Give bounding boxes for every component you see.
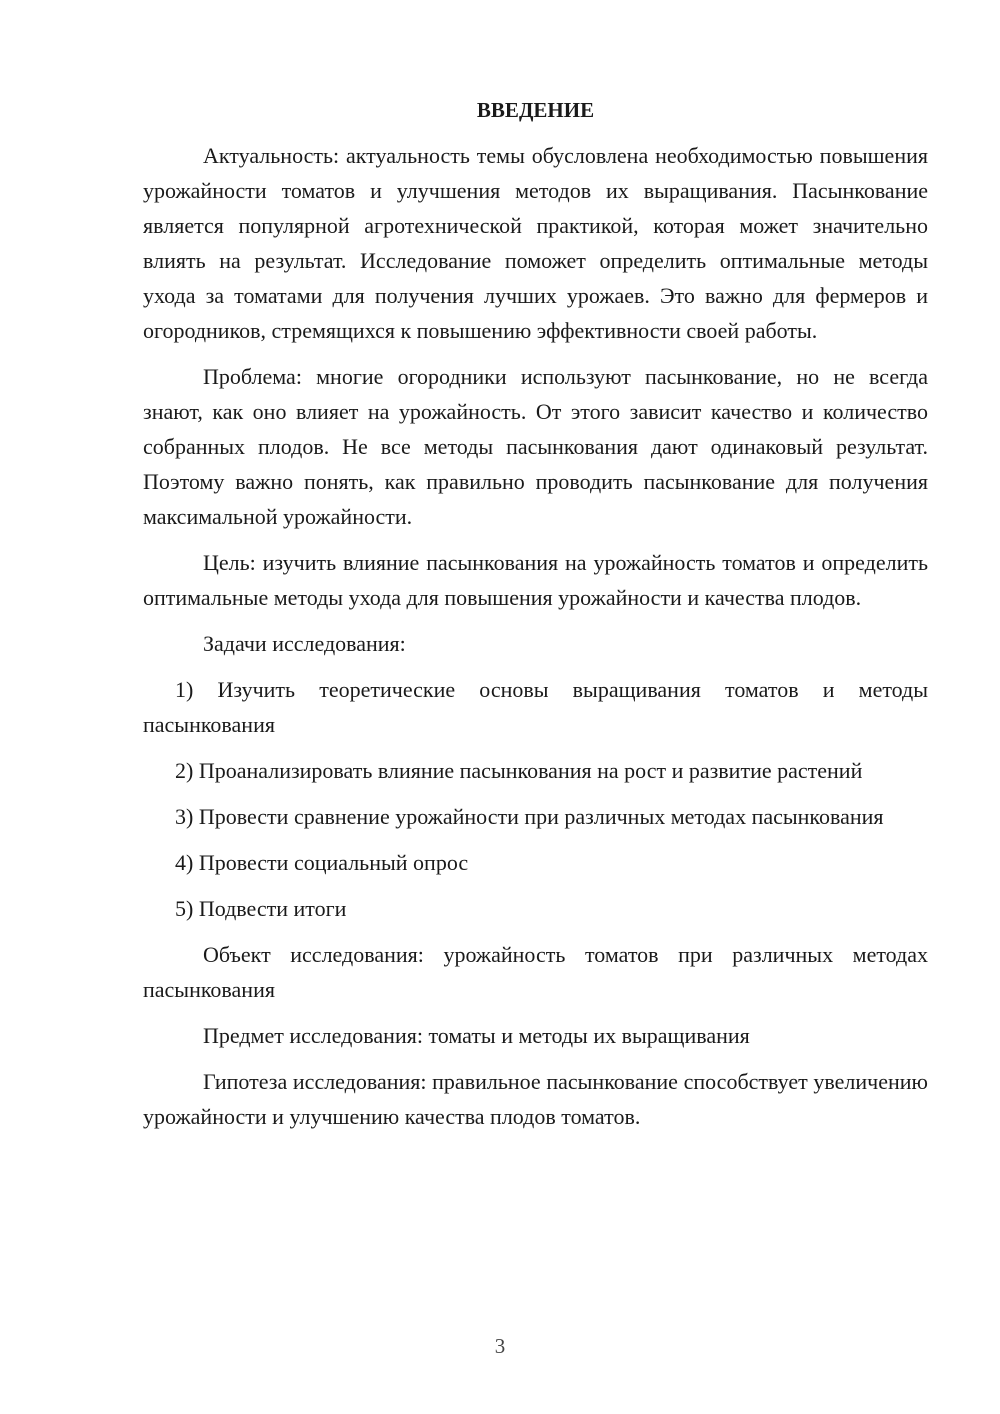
hypothesis-paragraph: Гипотеза исследования: правильное пасынкование способствует увеличению урожайности и улучшению качества плодов томатов.	[143, 1069, 928, 1129]
task-item-5: 5) Подвести итоги	[175, 896, 347, 921]
tasks-heading: Задачи исследования:	[203, 631, 406, 656]
relevance-paragraph: Актуальность: актуальность темы обусловлена необходимостью повышения урожайности томатов и улучшения методов их выращивания. Пасынкование является популярной агротехнической практикой, которая может значительно влиять на результат. Исследование поможет определить оптимальные методы ухода за томатами для получения лучших урожаев. Это важно для фермеров и огородников, стремящихся к повышению эффективности своей работы.	[143, 143, 928, 343]
task-item-2: 2) Проанализировать влияние пасынкования на рост и развитие растений	[175, 758, 863, 783]
task-item-4: 4) Провести социальный опрос	[175, 850, 469, 875]
section-title: ВВЕДЕНИЕ	[476, 98, 595, 122]
problem-paragraph: Проблема: многие огородники используют пасынкование, но не всегда знают, как оно влияет на урожайность. От этого зависит качество и количество собранных плодов. Не все методы пасынкования дают одинаковый результат. Поэтому важно понять, как правильно проводить пасынкование для получения максимальной урожайности.	[143, 364, 928, 529]
document-page	[143, 92, 928, 1145]
task-item-3: 3) Провести сравнение урожайности при различных методах пасынкования	[175, 804, 884, 829]
task-item-1: 1) Изучить теоретические основы выращивания томатов и методы пасынкования	[143, 677, 928, 737]
page-number: 3	[494, 1334, 506, 1358]
goal-paragraph: Цель: изучить влияние пасынкования на урожайность томатов и определить оптимальные методы ухода для повышения урожайности и качества плодов.	[143, 550, 928, 610]
object-paragraph: Объект исследования: урожайность томатов при различных методах пасынкования	[143, 942, 928, 1002]
subject-paragraph: Предмет исследования: томаты и методы их выращивания	[203, 1023, 750, 1048]
